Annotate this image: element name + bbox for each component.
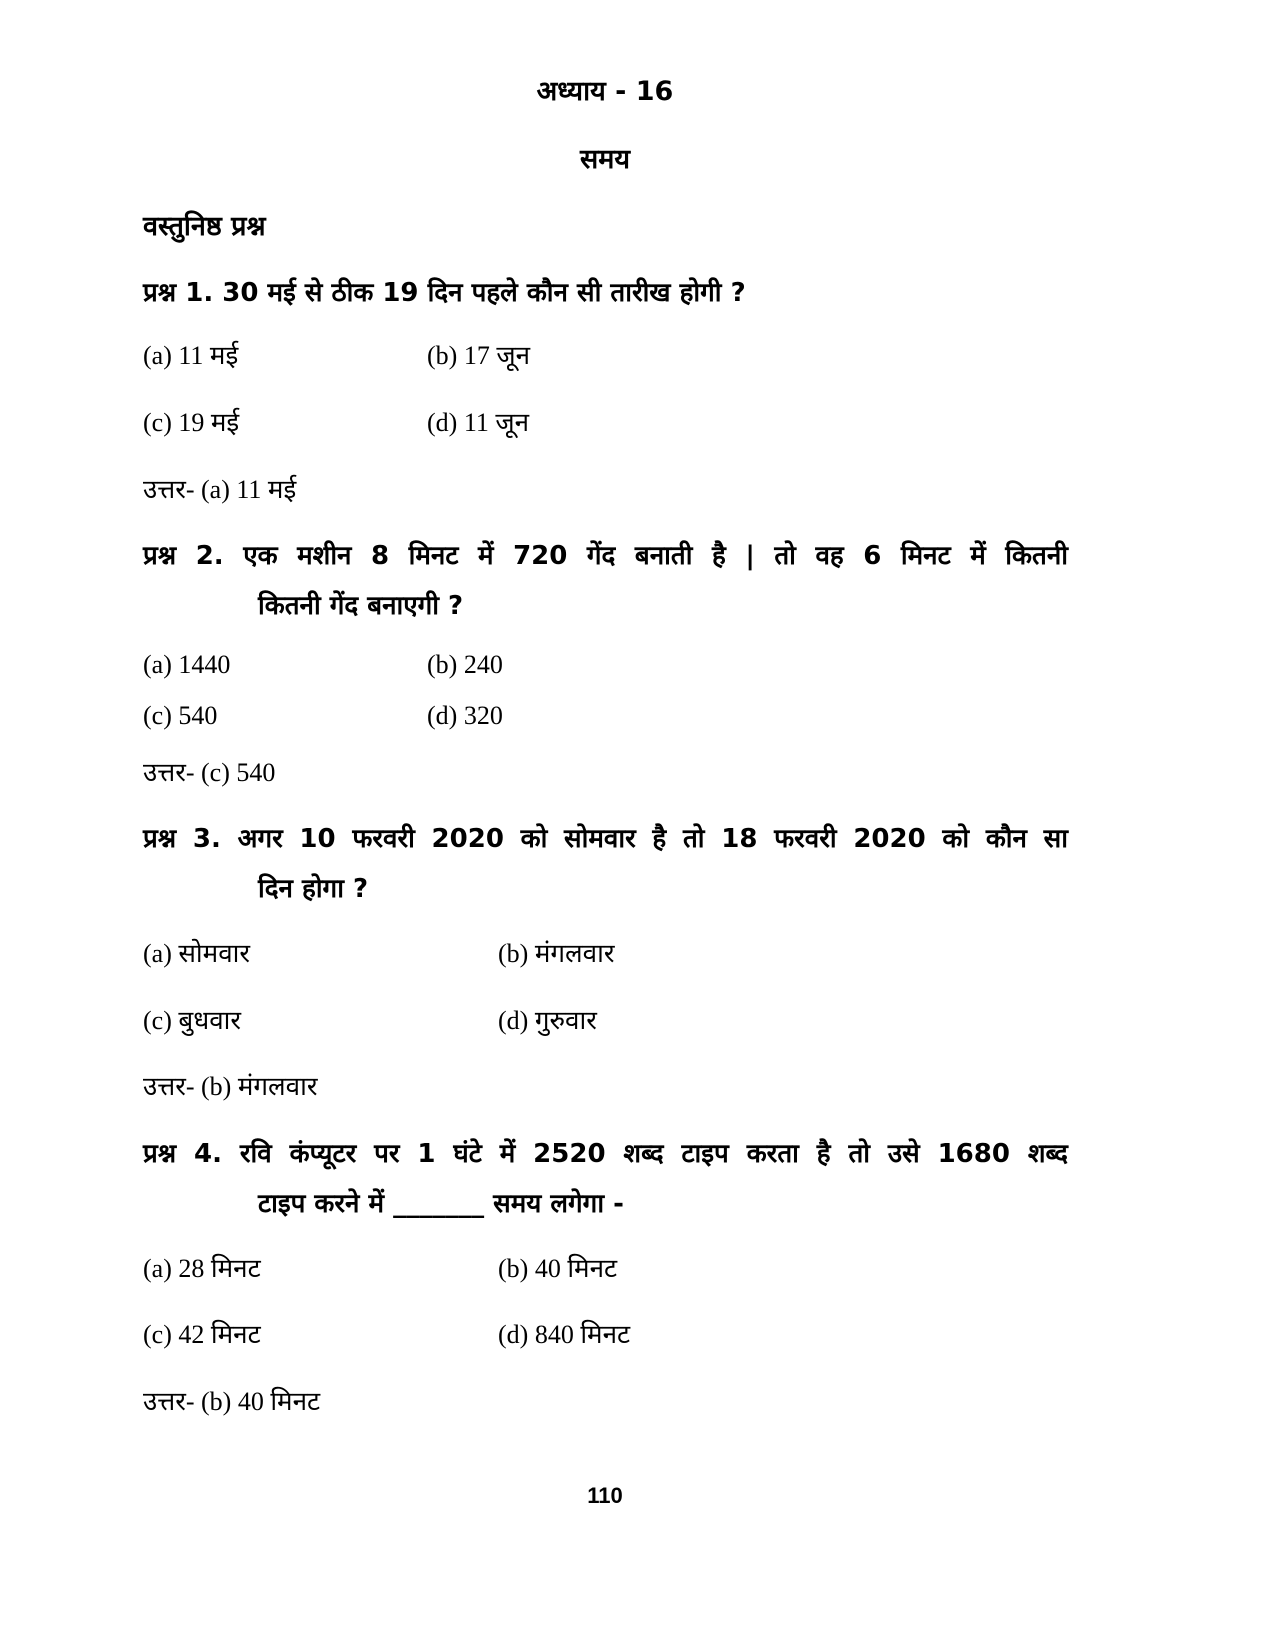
q3-option-a: (a) सोमवार (143, 939, 251, 968)
chapter-heading: अध्याय - 16 (536, 76, 674, 107)
question-3-line-2: दिन होगा ? (258, 874, 369, 904)
q2-answer: उत्तर- (c) 540 (143, 758, 276, 787)
q3-option-b: (b) मंगलवार (498, 939, 615, 968)
question-2-line-2: कितनी गेंद बनाएगी ? (258, 591, 464, 621)
q1-option-c: (c) 19 मई (143, 408, 240, 437)
q1-answer: उत्तर- (a) 11 मई (143, 475, 297, 504)
q4-option-b: (b) 40 मिनट (498, 1254, 618, 1283)
q3-answer: उत्तर- (b) मंगलवार (143, 1072, 318, 1101)
question-4-line-2: टाइप करने में _______ समय लगेगा - (258, 1189, 624, 1219)
question-2-line-1: प्रश्न 2. एक मशीन 8 मिनट में 720 गेंद बनाती है | तो वह 6 मिनट में कितनी (143, 541, 1068, 571)
q1-option-d: (d) 11 जून (427, 408, 530, 437)
page-number: 110 (587, 1483, 623, 1508)
q1-option-a: (a) 11 मई (143, 341, 239, 370)
q1-option-b: (b) 17 जून (427, 341, 531, 370)
q3-option-c: (c) बुधवार (143, 1006, 242, 1035)
q4-option-d: (d) 840 मिनट (498, 1320, 631, 1349)
q3-option-d: (d) गुरुवार (498, 1006, 597, 1035)
q4-option-a: (a) 28 मिनट (143, 1254, 261, 1283)
q2-option-c: (c) 540 (143, 701, 218, 730)
q2-option-b: (b) 240 (427, 650, 503, 679)
question-3-line-1: प्रश्न 3. अगर 10 फरवरी 2020 को सोमवार है तो 18 फरवरी 2020 को कौन सा (143, 824, 1068, 854)
section-title: वस्तुनिष्ठ प्रश्न (143, 211, 266, 242)
question-1-line-1: प्रश्न 1. 30 मई से ठीक 19 दिन पहले कौन सी तारीख होगी ? (143, 278, 746, 308)
question-4-line-1: प्रश्न 4. रवि कंप्यूटर पर 1 घंटे में 2520 शब्द टाइप करता है तो उसे 1680 शब्द (143, 1139, 1068, 1169)
q4-answer: उत्तर- (b) 40 मिनट (143, 1387, 321, 1416)
q2-option-a: (a) 1440 (143, 650, 231, 679)
q4-option-c: (c) 42 मिनट (143, 1320, 261, 1349)
topic-title: समय (579, 144, 631, 175)
q2-option-d: (d) 320 (427, 701, 503, 730)
